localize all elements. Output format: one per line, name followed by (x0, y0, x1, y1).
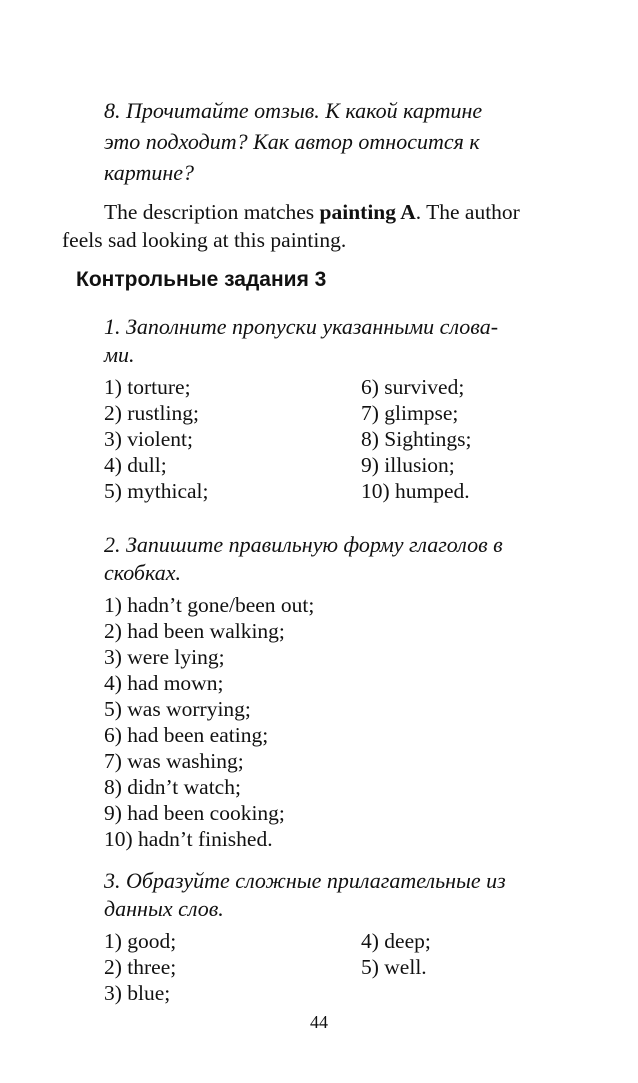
ex1-heading-line1: 1. Заполните пропуски указанными слова- (104, 314, 499, 339)
ex3-heading-line1: 3. Образуйте сложные прилагательные из (104, 868, 506, 893)
ex2-item: 9) had been cooking; (104, 801, 285, 825)
ex1-left-item: 4) dull; (104, 453, 167, 477)
ex1-right-item: 9) illusion; (361, 453, 455, 477)
ex2-heading-line2: скобках. (104, 560, 181, 585)
page-number: 44 (310, 1012, 328, 1032)
task8-answer-part2: . The author (415, 200, 520, 224)
ex1-left-item: 3) violent; (104, 427, 193, 451)
task8-answer-part1: The description matches (104, 200, 320, 224)
ex1-left-item: 1) torture; (104, 375, 191, 399)
ex3-heading-line2: данных слов. (104, 896, 224, 921)
task8-heading-line3: картине? (104, 160, 195, 185)
ex2-item: 3) were lying; (104, 645, 225, 669)
ex1-left-item: 2) rustling; (104, 401, 199, 425)
ex2-item: 4) had mown; (104, 671, 224, 695)
ex3-right-item: 4) deep; (361, 929, 431, 953)
task8-heading-line2: это подходит? Как автор относится к (104, 129, 480, 154)
ex3-left-item: 1) good; (104, 929, 177, 953)
ex2-item: 2) had been walking; (104, 619, 285, 643)
ex3-left-item: 3) blue; (104, 981, 171, 1005)
section-title: Контрольные задания 3 (76, 268, 327, 291)
ex3-left-item: 2) three; (104, 955, 177, 979)
ex2-item: 8) didn’t watch; (104, 775, 241, 799)
task8-answer-line2: feels sad looking at this painting. (62, 228, 347, 252)
task8-heading-line1: 8. Прочитайте отзыв. К какой картине (104, 98, 483, 123)
ex2-item: 1) hadn’t gone/been out; (104, 593, 315, 617)
ex1-left-item: 5) mythical; (104, 479, 209, 503)
ex1-heading-line2: ми. (104, 342, 135, 367)
ex1-right-item: 7) glimpse; (361, 401, 459, 425)
ex1-right-item: 6) survived; (361, 375, 465, 399)
ex2-item: 7) was washing; (104, 749, 244, 773)
ex2-item: 10) hadn’t finished. (104, 827, 273, 851)
ex2-item: 5) was worrying; (104, 697, 251, 721)
task8-answer-line1 (104, 198, 520, 226)
ex2-item: 6) had been eating; (104, 723, 269, 747)
ex1-right-item: 8) Sightings; (361, 427, 472, 451)
ex2-heading-line1: 2. Запишите правильную форму глаголов в (104, 532, 503, 557)
ex1-right-item: 10) humped. (361, 479, 470, 503)
ex3-right-item: 5) well. (361, 955, 427, 979)
task8-answer-bold: painting A (319, 200, 416, 224)
